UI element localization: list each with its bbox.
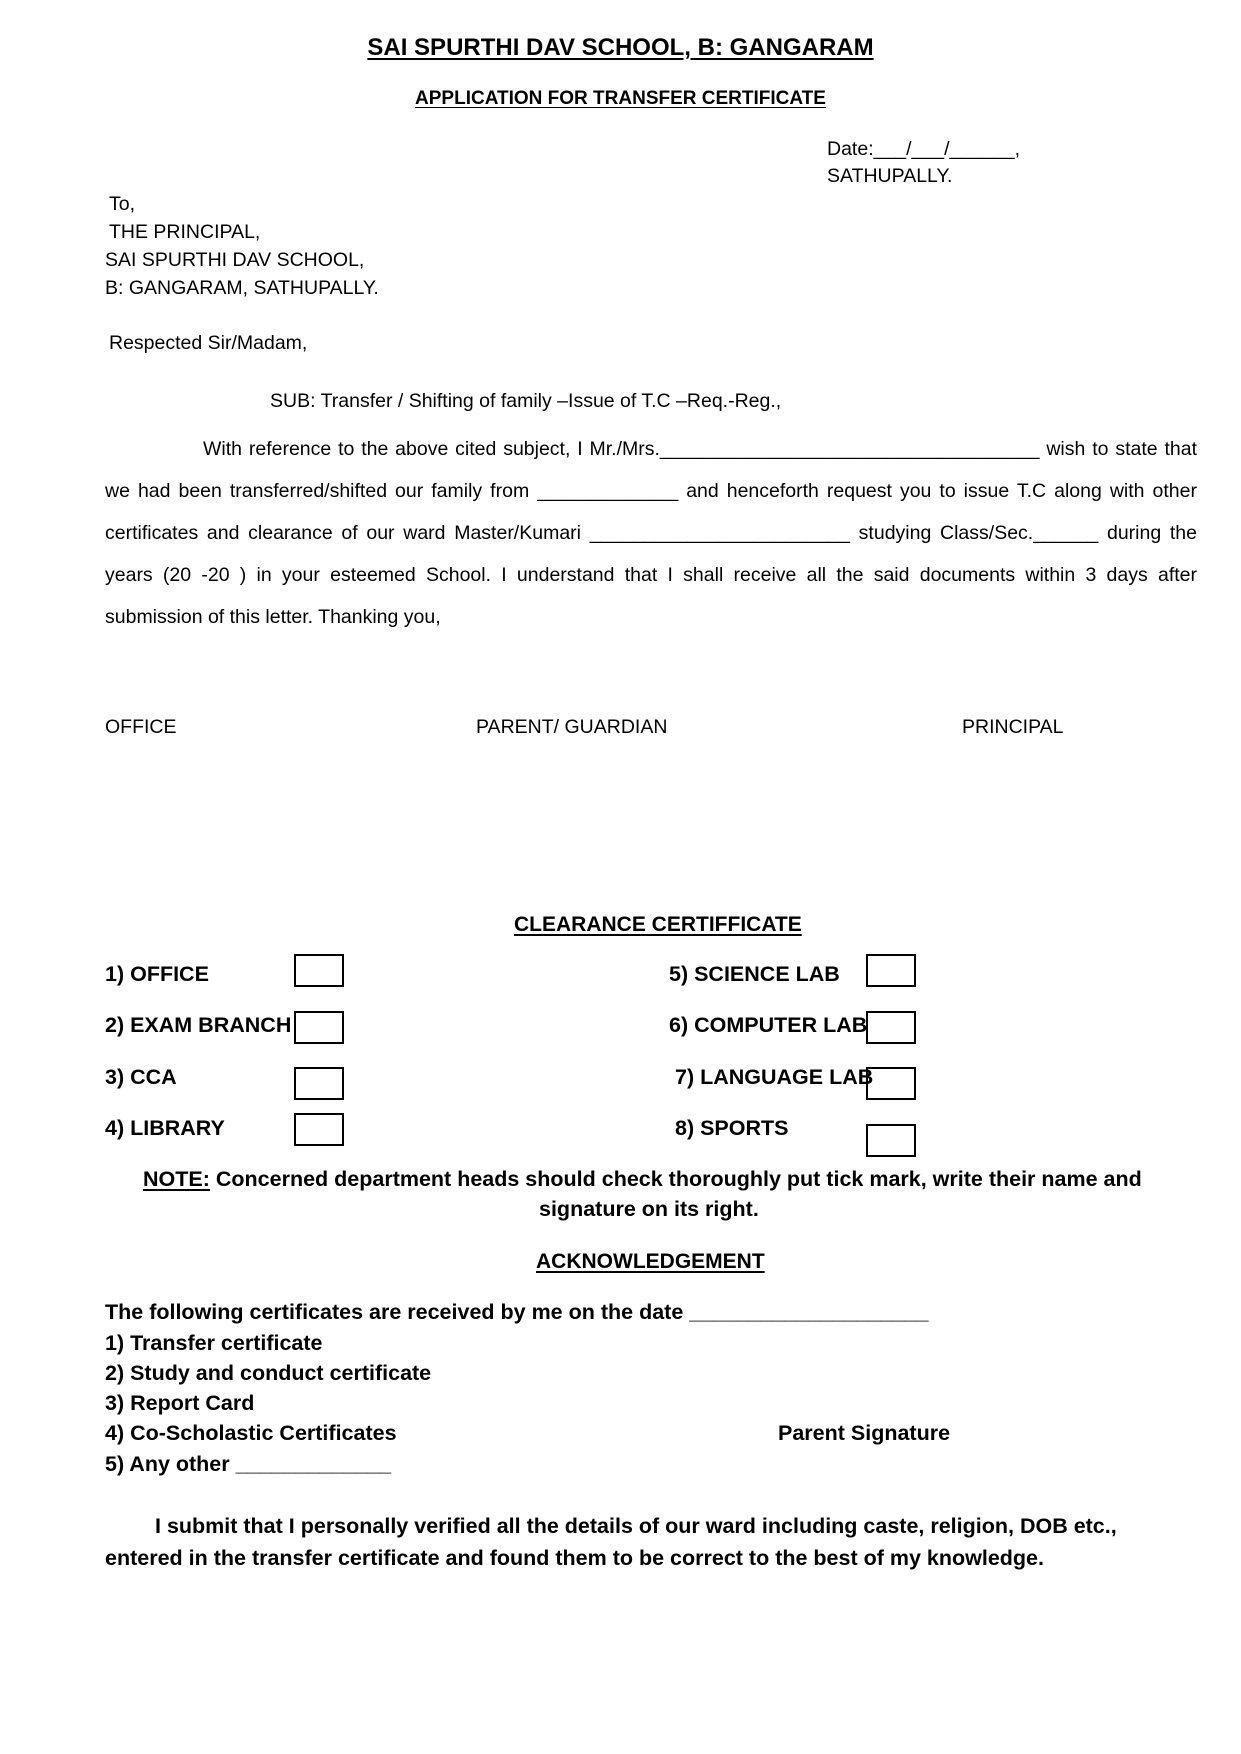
checkbox-cca[interactable]	[294, 1067, 344, 1100]
declaration-line-1: I submit that I personally verified all the details of our ward including caste, religion, DOB etc.,	[155, 1514, 1117, 1538]
parent-signature-label: Parent Signature	[778, 1421, 951, 1445]
checkbox-science-lab[interactable]	[866, 954, 916, 987]
signature-office: OFFICE	[105, 716, 177, 738]
ack-item-study-conduct: 2) Study and conduct certificate	[105, 1361, 432, 1385]
note-label: NOTE:	[143, 1167, 210, 1191]
declaration-line-2: entered in the transfer certificate and found them to be correct to the best of my knowledge.	[105, 1546, 1044, 1570]
clearance-item-sports: 8) SPORTS	[675, 1116, 789, 1140]
ack-item-report-card: 3) Report Card	[105, 1391, 255, 1415]
address-line-3: B: GANGARAM, SATHUPALLY.	[105, 277, 379, 299]
ack-item-co-scholastic: 4) Co-Scholastic Certificates	[105, 1421, 397, 1445]
clearance-item-computer-lab: 6) COMPUTER LAB	[669, 1013, 868, 1037]
date-line: Date:___/___/______,	[827, 138, 1021, 160]
address-to: To,	[109, 193, 136, 215]
salutation: Respected Sir/Madam,	[109, 332, 308, 354]
address-line-1: THE PRINCIPAL,	[109, 221, 261, 243]
clearance-item-cca: 3) CCA	[105, 1065, 177, 1089]
school-name: SAI SPURTHI DAV SCHOOL, B: GANGARAM	[367, 34, 874, 61]
checkbox-language-lab[interactable]	[866, 1067, 916, 1100]
clearance-item-office: 1) OFFICE	[105, 962, 209, 986]
checkbox-exam-branch[interactable]	[294, 1011, 344, 1044]
ack-item-transfer: 1) Transfer certificate	[105, 1331, 323, 1355]
signature-principal: PRINCIPAL	[962, 716, 1064, 738]
note-line-1	[143, 1167, 1142, 1192]
clearance-item-language-lab: 7) LANGUAGE LAB	[675, 1065, 874, 1089]
checkbox-office[interactable]	[294, 954, 344, 987]
note-text-2: signature on its right.	[539, 1197, 759, 1221]
place-line: SATHUPALLY.	[827, 165, 953, 187]
signature-parent: PARENT/ GUARDIAN	[476, 716, 668, 738]
body-paragraph: With reference to the above cited subject, I Mr./Mrs.___________________________________ wish to state that we had been transferred/shifted our family from _____________ and henceforth request you to issue T.C along with other certificates and clearance of our ward Master/Kumari ________________________ studying Class/Sec.______ during the years (20 -20 ) in your esteemed School. I understand that I shall receive all the said documents within 3 days after submission of this letter. Thanking you,	[105, 438, 1197, 628]
clearance-item-library: 4) LIBRARY	[105, 1116, 225, 1140]
ack-item-any-other: 5) Any other _____________	[105, 1452, 392, 1476]
acknowledgement-intro: The following certificates are received by me on the date ____________________	[105, 1300, 929, 1324]
checkbox-sports[interactable]	[866, 1124, 916, 1157]
clearance-title: CLEARANCE CERTIFFICATE	[514, 913, 802, 936]
address-line-2: SAI SPURTHI DAV SCHOOL,	[105, 249, 365, 271]
form-title: APPLICATION FOR TRANSFER CERTIFICATE	[415, 88, 826, 109]
clearance-item-science-lab: 5) SCIENCE LAB	[669, 962, 840, 986]
checkbox-library[interactable]	[294, 1113, 344, 1146]
subject-line: SUB: Transfer / Shifting of family –Issue of T.C –Req.-Reg.,	[270, 390, 782, 412]
acknowledgement-title: ACKNOWLEDGEMENT	[536, 1250, 765, 1273]
clearance-item-exam-branch: 2) EXAM BRANCH	[105, 1013, 292, 1037]
checkbox-computer-lab[interactable]	[866, 1011, 916, 1044]
note-text-1: Concerned department heads should check thoroughly put tick mark, write their name and	[215, 1167, 1142, 1191]
